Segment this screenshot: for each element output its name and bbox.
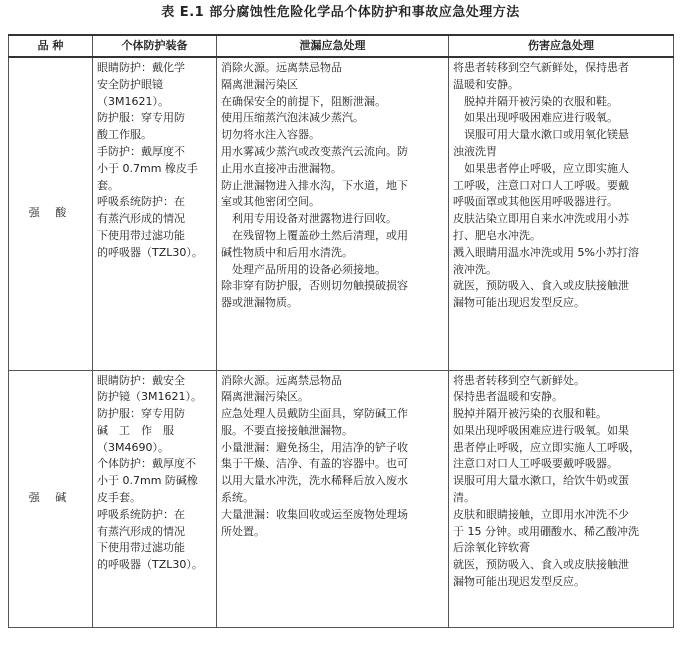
- cell-line: （3M4690）。: [97, 440, 169, 454]
- cell-ppe: [93, 370, 217, 627]
- column-header-injury: 伤害应急处理: [449, 35, 674, 57]
- cell-line: 手防护：戴厚度不: [97, 144, 185, 158]
- cell-line: 工呼吸，注意口对口人工呼吸。要戴: [453, 178, 629, 192]
- cell-line: 切勿将水注入容器。: [221, 128, 320, 142]
- cell-line: 酸工作服。: [97, 128, 152, 142]
- cell-line: 呼吸系统防护：在: [97, 195, 185, 209]
- cell-line: 温暖和安静。: [453, 77, 519, 91]
- cell-line: 安全防护眼镜: [97, 77, 163, 91]
- cell-line: 如果患者停止呼吸，应立即实施人: [453, 161, 629, 175]
- cell-line: 有蒸汽形成的情况: [97, 524, 185, 538]
- cell-line: 在确保安全的前提下，阻断泄漏。: [221, 94, 386, 108]
- cell-kind: 强 碱: [9, 370, 93, 627]
- cell-line: 隔离泄漏污染区: [221, 77, 298, 91]
- cell-line: 呼吸面罩或其他医用呼吸器进行。: [453, 195, 618, 209]
- cell-leak: [217, 57, 449, 370]
- cell-line: 大量泄漏：收集回收或运至废物处理场: [221, 507, 408, 521]
- cell-line: 消除火源。远离禁忌物品: [221, 61, 342, 74]
- column-header-kind: 品 种: [9, 35, 93, 57]
- table-row: [9, 370, 674, 627]
- cell-line: 止用水直接冲击泄漏物。: [221, 161, 342, 175]
- cell-line: 如果出现呼吸困难应进行吸氧。如果: [453, 423, 629, 437]
- cell-line: 溅入眼睛用温水冲洗或用 5%小苏打溶: [453, 245, 639, 259]
- cell-line: 呼吸系统防护：在: [97, 507, 185, 521]
- column-header-leak: 泄漏应急处理: [217, 35, 449, 57]
- cell-line: 皮肤和眼睛接触，立即用水冲洗不少: [453, 507, 629, 521]
- cell-line: 小于 0.7mm 橡皮手: [97, 161, 198, 175]
- cell-line: 除非穿有防护服，否则切勿触摸破损容: [221, 279, 408, 293]
- cell-line: 的呼吸器（TZL30）。: [97, 245, 203, 259]
- cell-line: 有蒸汽形成的情况: [97, 212, 185, 226]
- cell-line: 防护服：穿专用防: [97, 407, 185, 421]
- cell-line: 消除火源。远离禁忌物品: [221, 373, 342, 387]
- cell-line: 皮手套。: [97, 491, 141, 505]
- cell-line: 保持患者温暖和安静。: [453, 390, 563, 404]
- cell-line: 如果出现呼吸困难应进行吸氧。: [453, 111, 618, 125]
- cell-line: 利用专用设备对泄露物进行回收。: [221, 212, 397, 226]
- cell-line: 处理产品所用的设备必须接地。: [221, 262, 386, 276]
- cell-line: 防止泄漏物进入排水沟，下水道，地下: [221, 178, 408, 192]
- cell-line: 系统。: [221, 491, 254, 505]
- cell-line: 将患者转移到空气新鲜处。: [453, 373, 585, 387]
- cell-line: 脱掉并隔开被污染的衣服和鞋。: [453, 407, 607, 421]
- cell-line: 下使用带过滤功能: [97, 228, 185, 242]
- cell-kind: 强 酸: [9, 57, 93, 370]
- cell-line: 碱性物质中和后用水清洗。: [221, 245, 353, 259]
- cell-leak: [217, 370, 449, 627]
- cell-line: 所处置。: [221, 524, 265, 538]
- cell-line: 防护服：穿专用防: [97, 111, 185, 125]
- cell-line: 碱 工 作 服: [97, 423, 174, 437]
- cell-injury: [449, 57, 674, 370]
- cell-line: 小于 0.7mm 防碱橡: [97, 474, 198, 488]
- column-header-ppe: 个体防护装备: [93, 35, 217, 57]
- cell-line: 将患者转移到空气新鲜处，保持患者: [453, 61, 629, 74]
- cell-line: 浊液洗胃: [453, 144, 497, 158]
- cell-ppe: [93, 57, 217, 370]
- cell-line: 液冲洗。: [453, 262, 497, 276]
- cell-injury: [449, 370, 674, 627]
- cell-line: 误服可用大量水漱口，给饮牛奶或蛋: [453, 474, 629, 488]
- cell-line: 患者停止呼吸，应立即实施人工呼吸，: [453, 440, 640, 454]
- cell-line: 在残留物上覆盖砂土然后清理，或用: [221, 228, 408, 242]
- cell-line: 以用大量水冲洗，洗水稀释后放入废水: [221, 474, 408, 488]
- cell-line: 使用压缩蒸汽泡沫减少蒸汽。: [221, 111, 364, 125]
- cell-line: 个体防护：戴厚度不: [97, 457, 196, 471]
- cell-line: 防护镜（3M1621）。: [97, 390, 202, 404]
- cell-line: 室或其他密闭空间。: [221, 195, 320, 209]
- cell-line: 眼睛防护：戴化学: [97, 61, 185, 74]
- cell-line: 集于干燥、洁净、有盖的容器中。也可: [221, 457, 408, 471]
- cell-line: 就医，预防吸入、食入或皮肤接触泄: [453, 558, 629, 572]
- table-header-row: [9, 35, 674, 57]
- cell-line: 皮肤沾染立即用自来水冲洗或用小苏: [453, 212, 629, 226]
- table-title: 表 E.1 部分腐蚀性危险化学品个体防护和事故应急处理方法: [161, 5, 520, 20]
- cell-line: 下使用带过滤功能: [97, 541, 185, 555]
- cell-line: 漏物可能出现迟发型反应。: [453, 296, 585, 310]
- cell-line: 服。不要直接接触泄漏物。: [221, 423, 353, 437]
- cell-line: 器或泄漏物质。: [221, 296, 298, 310]
- table-row: [9, 57, 674, 370]
- cell-line: 小量泄漏：避免扬尘，用洁净的铲子收: [221, 440, 408, 454]
- data-table: [8, 34, 674, 628]
- cell-line: （3M1621）。: [97, 94, 169, 108]
- cell-line: 的呼吸器（TZL30）。: [97, 558, 203, 572]
- cell-line: 清。: [453, 491, 475, 505]
- cell-line: 应急处理人员戴防尘面具，穿防碱工作: [221, 407, 408, 421]
- cell-line: 隔离泄漏污染区。: [221, 390, 309, 404]
- cell-line: 漏物可能出现迟发型反应。: [453, 575, 585, 589]
- cell-line: 眼睛防护：戴安全: [97, 373, 185, 387]
- cell-line: 打、肥皂水冲洗。: [453, 228, 541, 242]
- cell-line: 后涂氧化锌软膏: [453, 541, 530, 555]
- cell-line: 于 15 分钟。或用硼酸水、稀乙酸冲洗: [453, 524, 639, 538]
- cell-line: 误服可用大量水漱口或用氧化镁悬: [453, 128, 629, 142]
- cell-line: 脱掉并隔开被污染的衣服和鞋。: [453, 94, 618, 108]
- cell-line: 套。: [97, 178, 119, 192]
- cell-line: 就医，预防吸入、食入或皮肤接触泄: [453, 279, 629, 293]
- cell-line: 用水雾减少蒸汽或改变蒸汽云流向。防: [221, 144, 408, 158]
- cell-line: 注意口对口人工呼吸要戴呼吸器。: [453, 457, 618, 471]
